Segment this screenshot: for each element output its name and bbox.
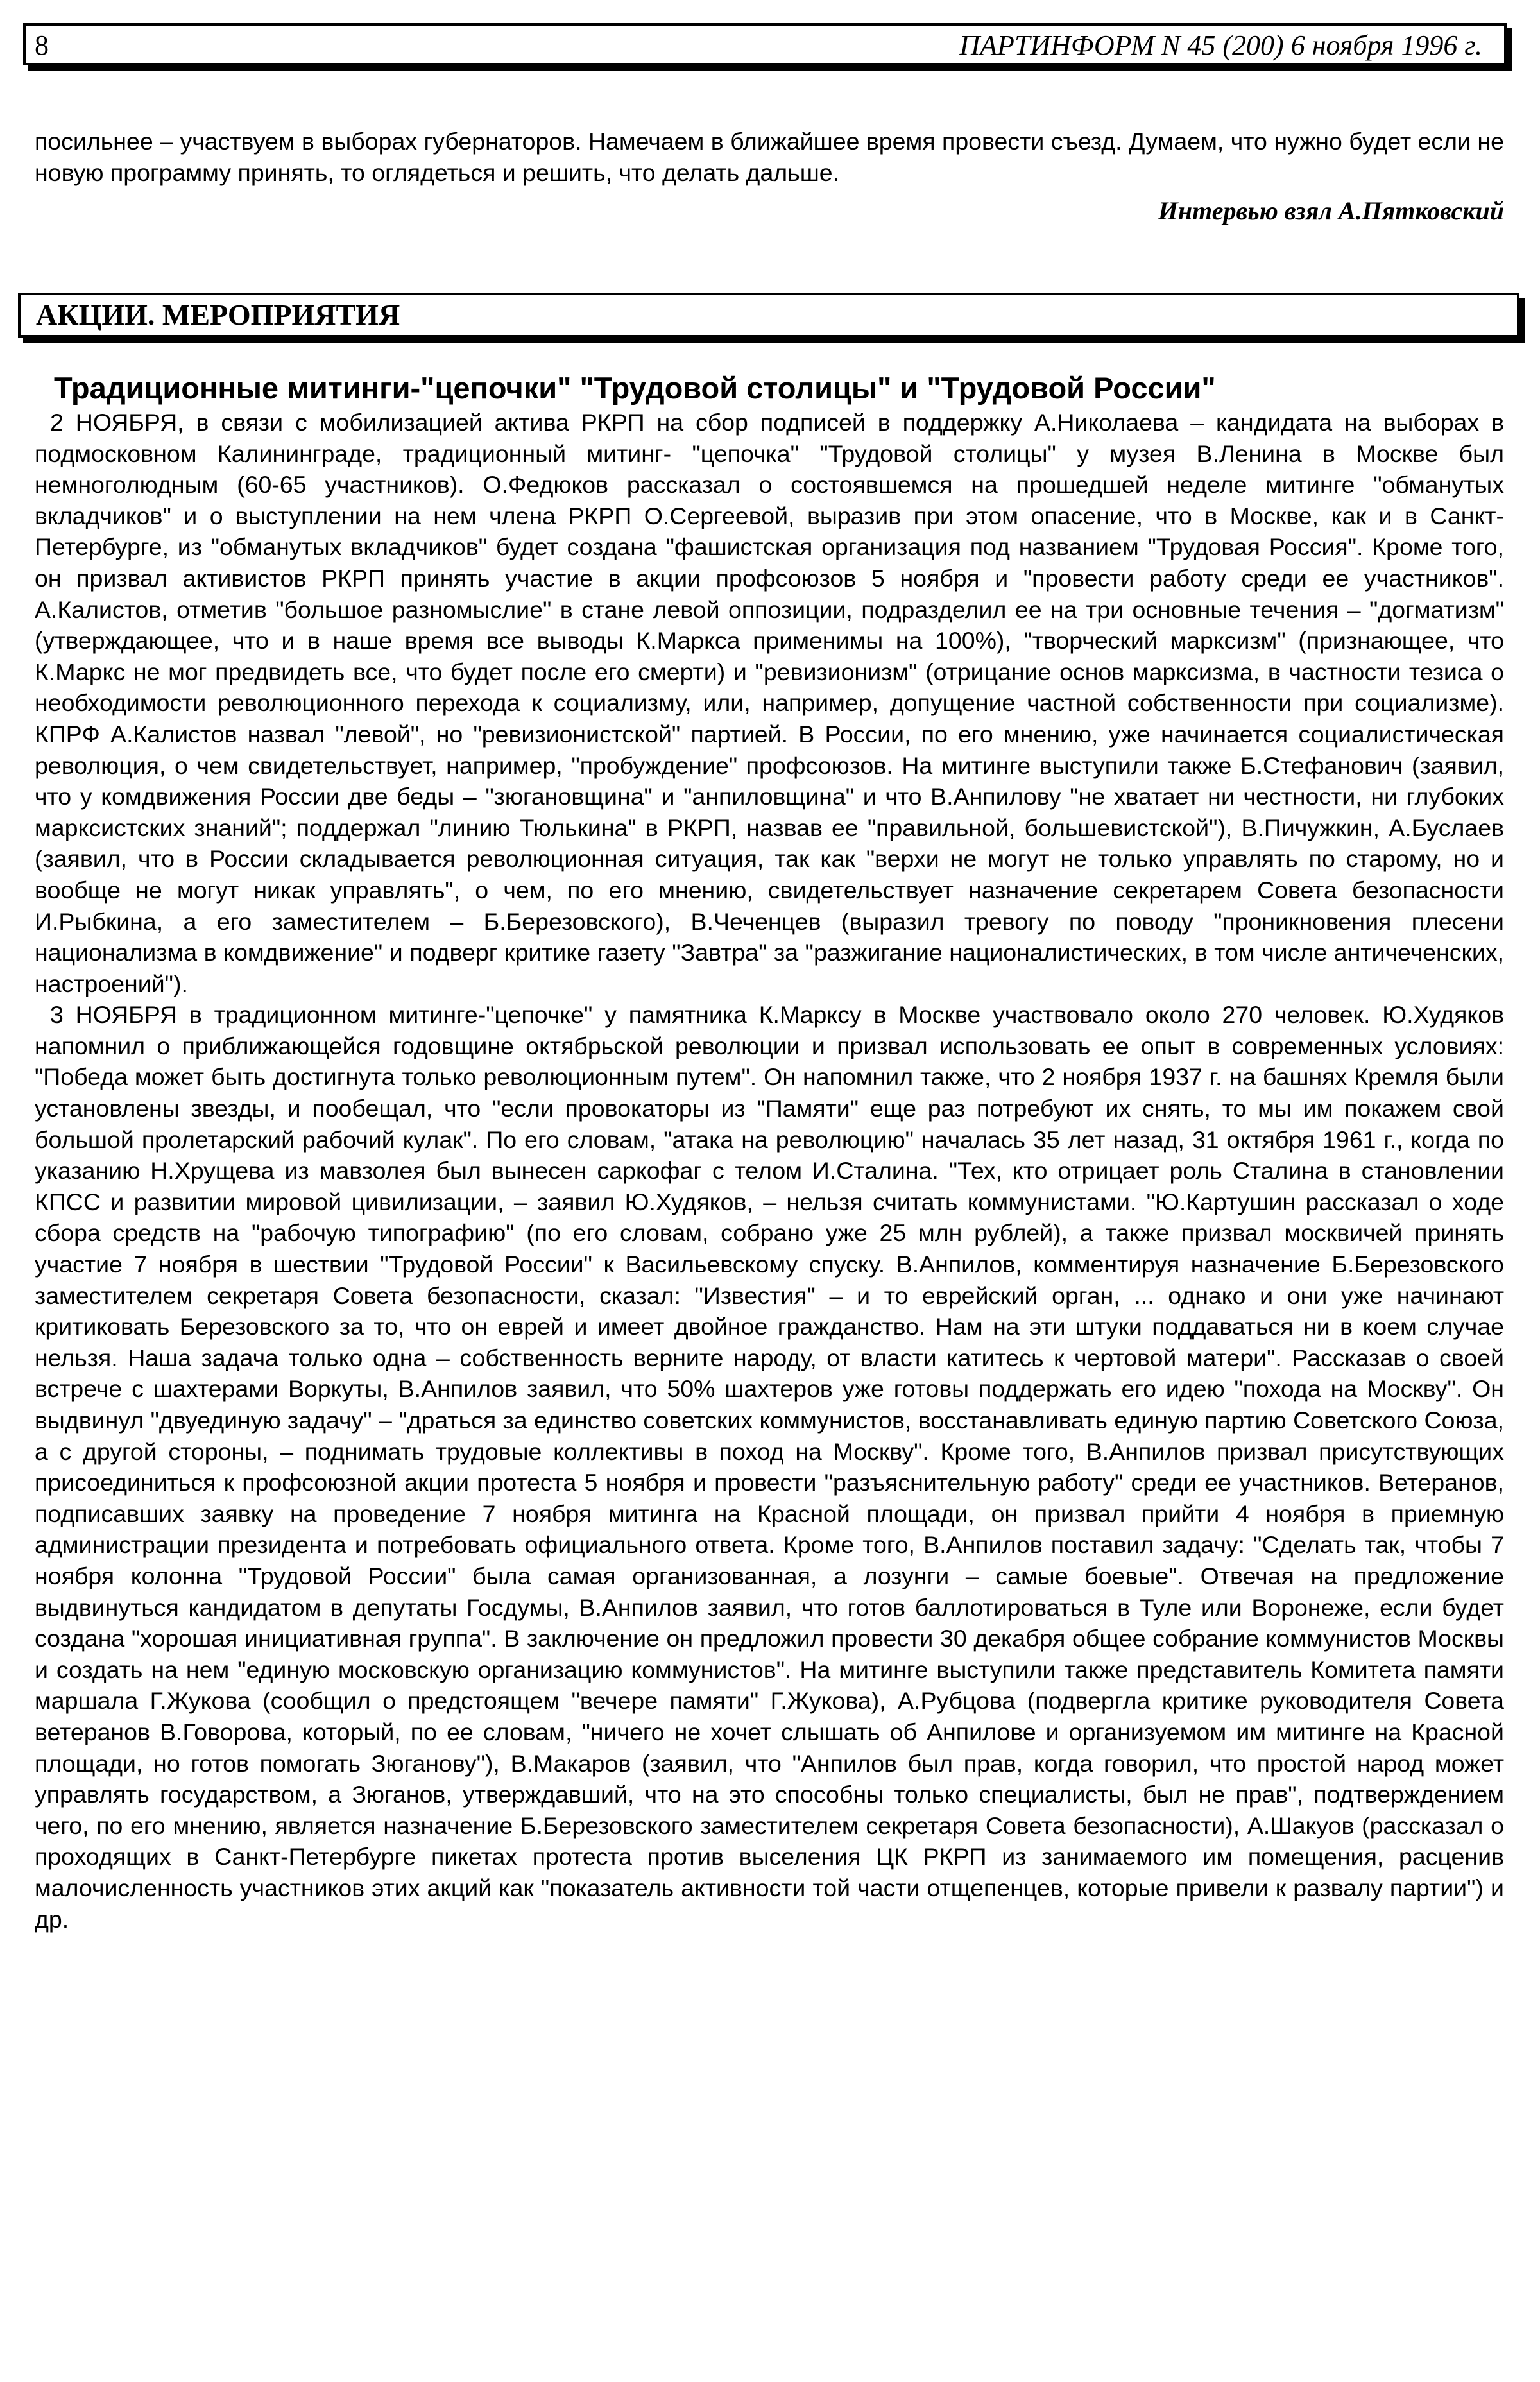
interview-signature: Интервью взял А.Пятковский bbox=[1158, 196, 1504, 226]
article-title: Традиционные митинги-"цепочки" "Трудовой столицы" и "Трудовой России" bbox=[54, 371, 1216, 405]
page-header bbox=[23, 23, 1507, 65]
publication-title: ПАРТИНФОРМ N 45 (200) 6 ноября 1996 г. bbox=[959, 30, 1482, 61]
article-paragraph: 2 НОЯБРЯ, в связи с мобилизацией актива РКРП на сбор подписей в поддержку А.Николаева – кандидата на выборах в подмосковном Калининграде, традиционный митинг- "цепочка" "Трудовой столицы" у музея В.Ленина в Москве был немноголюдным (60-65 участников). О.Федюков рассказал о состоявшемся на прошедшей неделе митинге "обманутых вкладчиков" и о выступлении на нем члена РКРП О.Сергеевой, выразив при этом опасение, что в Москве, как и в Санкт-Петербурге, из "обманутых вкладчиков" будет создана "фашистская организация под названием "Трудовая Россия". Кроме того, он призвал активистов РКРП принять участие в акции профсоюзов 5 ноября и "провести работу среди ее участников". А.Калистов, отметив "большое разномыслие" в стане левой оппозиции, подразделил ее на три основные течения – "догматизм" (утверждающее, что и в наше время все выводы К.Маркса применимы на 100%), "творческий марксизм" (признающее, что К.Маркс не мог предвидеть все, что будет после его смерти) и "ревизионизм" (отрицание основ марксизма, в частности тезиса о необходимости революционного перехода к социализму, или, например, допущение частной собственности при социализме). КПРФ А.Калистов назвал "левой", но "ревизионистской" партией. В России, по его мнению, уже начинается социалистическая революция, о чем свидетельствует, например, "пробуждение" профсоюзов. На митинге выступили также Б.Стефанович (заявил, что у комдвижения России две беды – "зюгановщина" и "анпиловщина" и что В.Анпилову "не хватает ни честности, ни глубоких марксистских знаний"; поддержал "линию Тюлькина" в РКРП, назвав ее "правильной, большевистской"), В.Пичужкин, А.Буслаев (заявил, что в России складывается революционная ситуация, так как "верхи не могут не только управлять по старому, но и вообще не могут никак управлять", о чем, по его мнению, свидетельствует назначение секретарем Совета безопасности И.Рыбкина, а его заместителем – Б.Березовского), В.Чеченцев (выразил тревогу по поводу "проникновения плесени национализма в комдвижение" и подверг критике газету "Завтра" за "разжигание националистических, в том числе античеченских, настроений"). bbox=[35, 409, 1504, 997]
article-paragraph: 3 НОЯБРЯ в традиционном митинге-"цепочке" у памятника К.Марксу в Москве участвовало около 270 человек. Ю.Худяков напомнил о приближающейся годовщине октябрьской революции и призвал использовать ее опыт в современных условиях: "Победа может быть достигнута только революционным путем". Он напомнил также, что 2 ноября 1937 г. на башнях Кремля были установлены звезды, и пообещал, что "если провокаторы из "Памяти" еще раз потребуют их снять, то мы им покажем свой большой пролетарский рабочий кулак". По его словам, "атака на революцию" началась 35 лет назад, 31 октября 1961 г., когда по указанию Н.Хрущева из мавзолея был вынесен саркофаг с телом И.Сталина. "Тех, кто отрицает роль Сталина в становлении КПСС и развитии мировой цивилизации, – заявил Ю.Худяков, – нельзя считать коммунистами. "Ю.Картушин рассказал о ходе сбора средств на "рабочую типографию" (по его словам, собрано уже 25 млн рублей), а также призвал москвичей принять участие 7 ноября в шествии "Трудовой России" к Васильевскому спуску. В.Анпилов, комментируя назначение Б.Березовского заместителем секретаря Совета безопасности, сказал: "Известия" – и то еврейский орган, ... однако и они уже начинают критиковать Березовского за то, что он еврей и имеет двойное гражданство. Нам на эти штуки поддаваться ни в коем случае нельзя. Наша задача только одна – собственность верните народу, от власти катитесь к чертовой матери". Рассказав о своей встрече с шахтерами Воркуты, В.Анпилов заявил, что 50% шахтеров уже готовы поддержать его идею "похода на Москву". Он выдвинул "двуединую задачу" – "драться за единство советских коммунистов, восстанавливать единую партию Советского Союза, а с другой стороны, – поднимать трудовые коллективы в поход на Москву". Кроме того, В.Анпилов призвал присутствующих присоединиться к профсоюзной акции протеста 5 ноября и провести "разъяснительную работу" среди ее участников. Ветеранов, подписавших заявку на проведение 7 ноября митинга на Красной площади, он призвал прийти 4 ноября в приемную администрации президента и потребовать официального ответа. Кроме того, В.Анпилов поставил задачу: "Сделать так, чтобы 7 ноября колонна "Трудовой России" была самая организованная, а лозунги – самые боевые". Отвечая на предложение выдвинуться кандидатом в депутаты Госдумы, В.Анпилов заявил, что готов баллотироваться в Туле или Воронеже, если будет создана "хорошая инициативная группа". В заключение он предложил провести 30 декабря общее собрание коммунистов Москвы и создать на нем "единую московскую организацию коммунистов". На митинге выступили также представитель Комитета памяти маршала Г.Жукова (сообщил о предстоящем "вечере памяти" Г.Жукова), А.Рубцова (подвергла критике руководителя Совета ветеранов В.Говорова, который, по ее словам, "ничего не хочет слышать об Анпилове и организуемом им митинге на Красной площади, но готов помогать Зюганову"), В.Макаров (заявил, что "Анпилов был прав, когда говорил, что простой народ может управлять государством, а Зюганов, утверждавший, что на это способны только специалисты, был не прав", подтверждением чего, по его мнению, является назначение Б.Березовского заместителем секретаря Совета безопасности), А.Шакуов (рассказал о проходящих в Санкт-Петербурге пикетах протеста против выселения ЦК РКРП из занимаемого им помещения, расценив малочисленность участников этих акций как "показатель активности той части отщепенцев, которые привели к развалу партии") и др. bbox=[35, 1001, 1504, 1933]
section-header bbox=[18, 293, 1519, 338]
intro-block bbox=[35, 126, 1504, 226]
article-block bbox=[35, 370, 1504, 1935]
intro-paragraph: посильнее – участвуем в выборах губернаторов. Намечаем в ближайшее время провести съезд. Думаем, что нужно будет если не новую программу принять, то оглядеться и решить, что делать дальше. bbox=[35, 128, 1504, 186]
page-number: 8 bbox=[35, 30, 49, 61]
section-title: АКЦИИ. МЕРОПРИЯТИЯ bbox=[36, 298, 400, 331]
